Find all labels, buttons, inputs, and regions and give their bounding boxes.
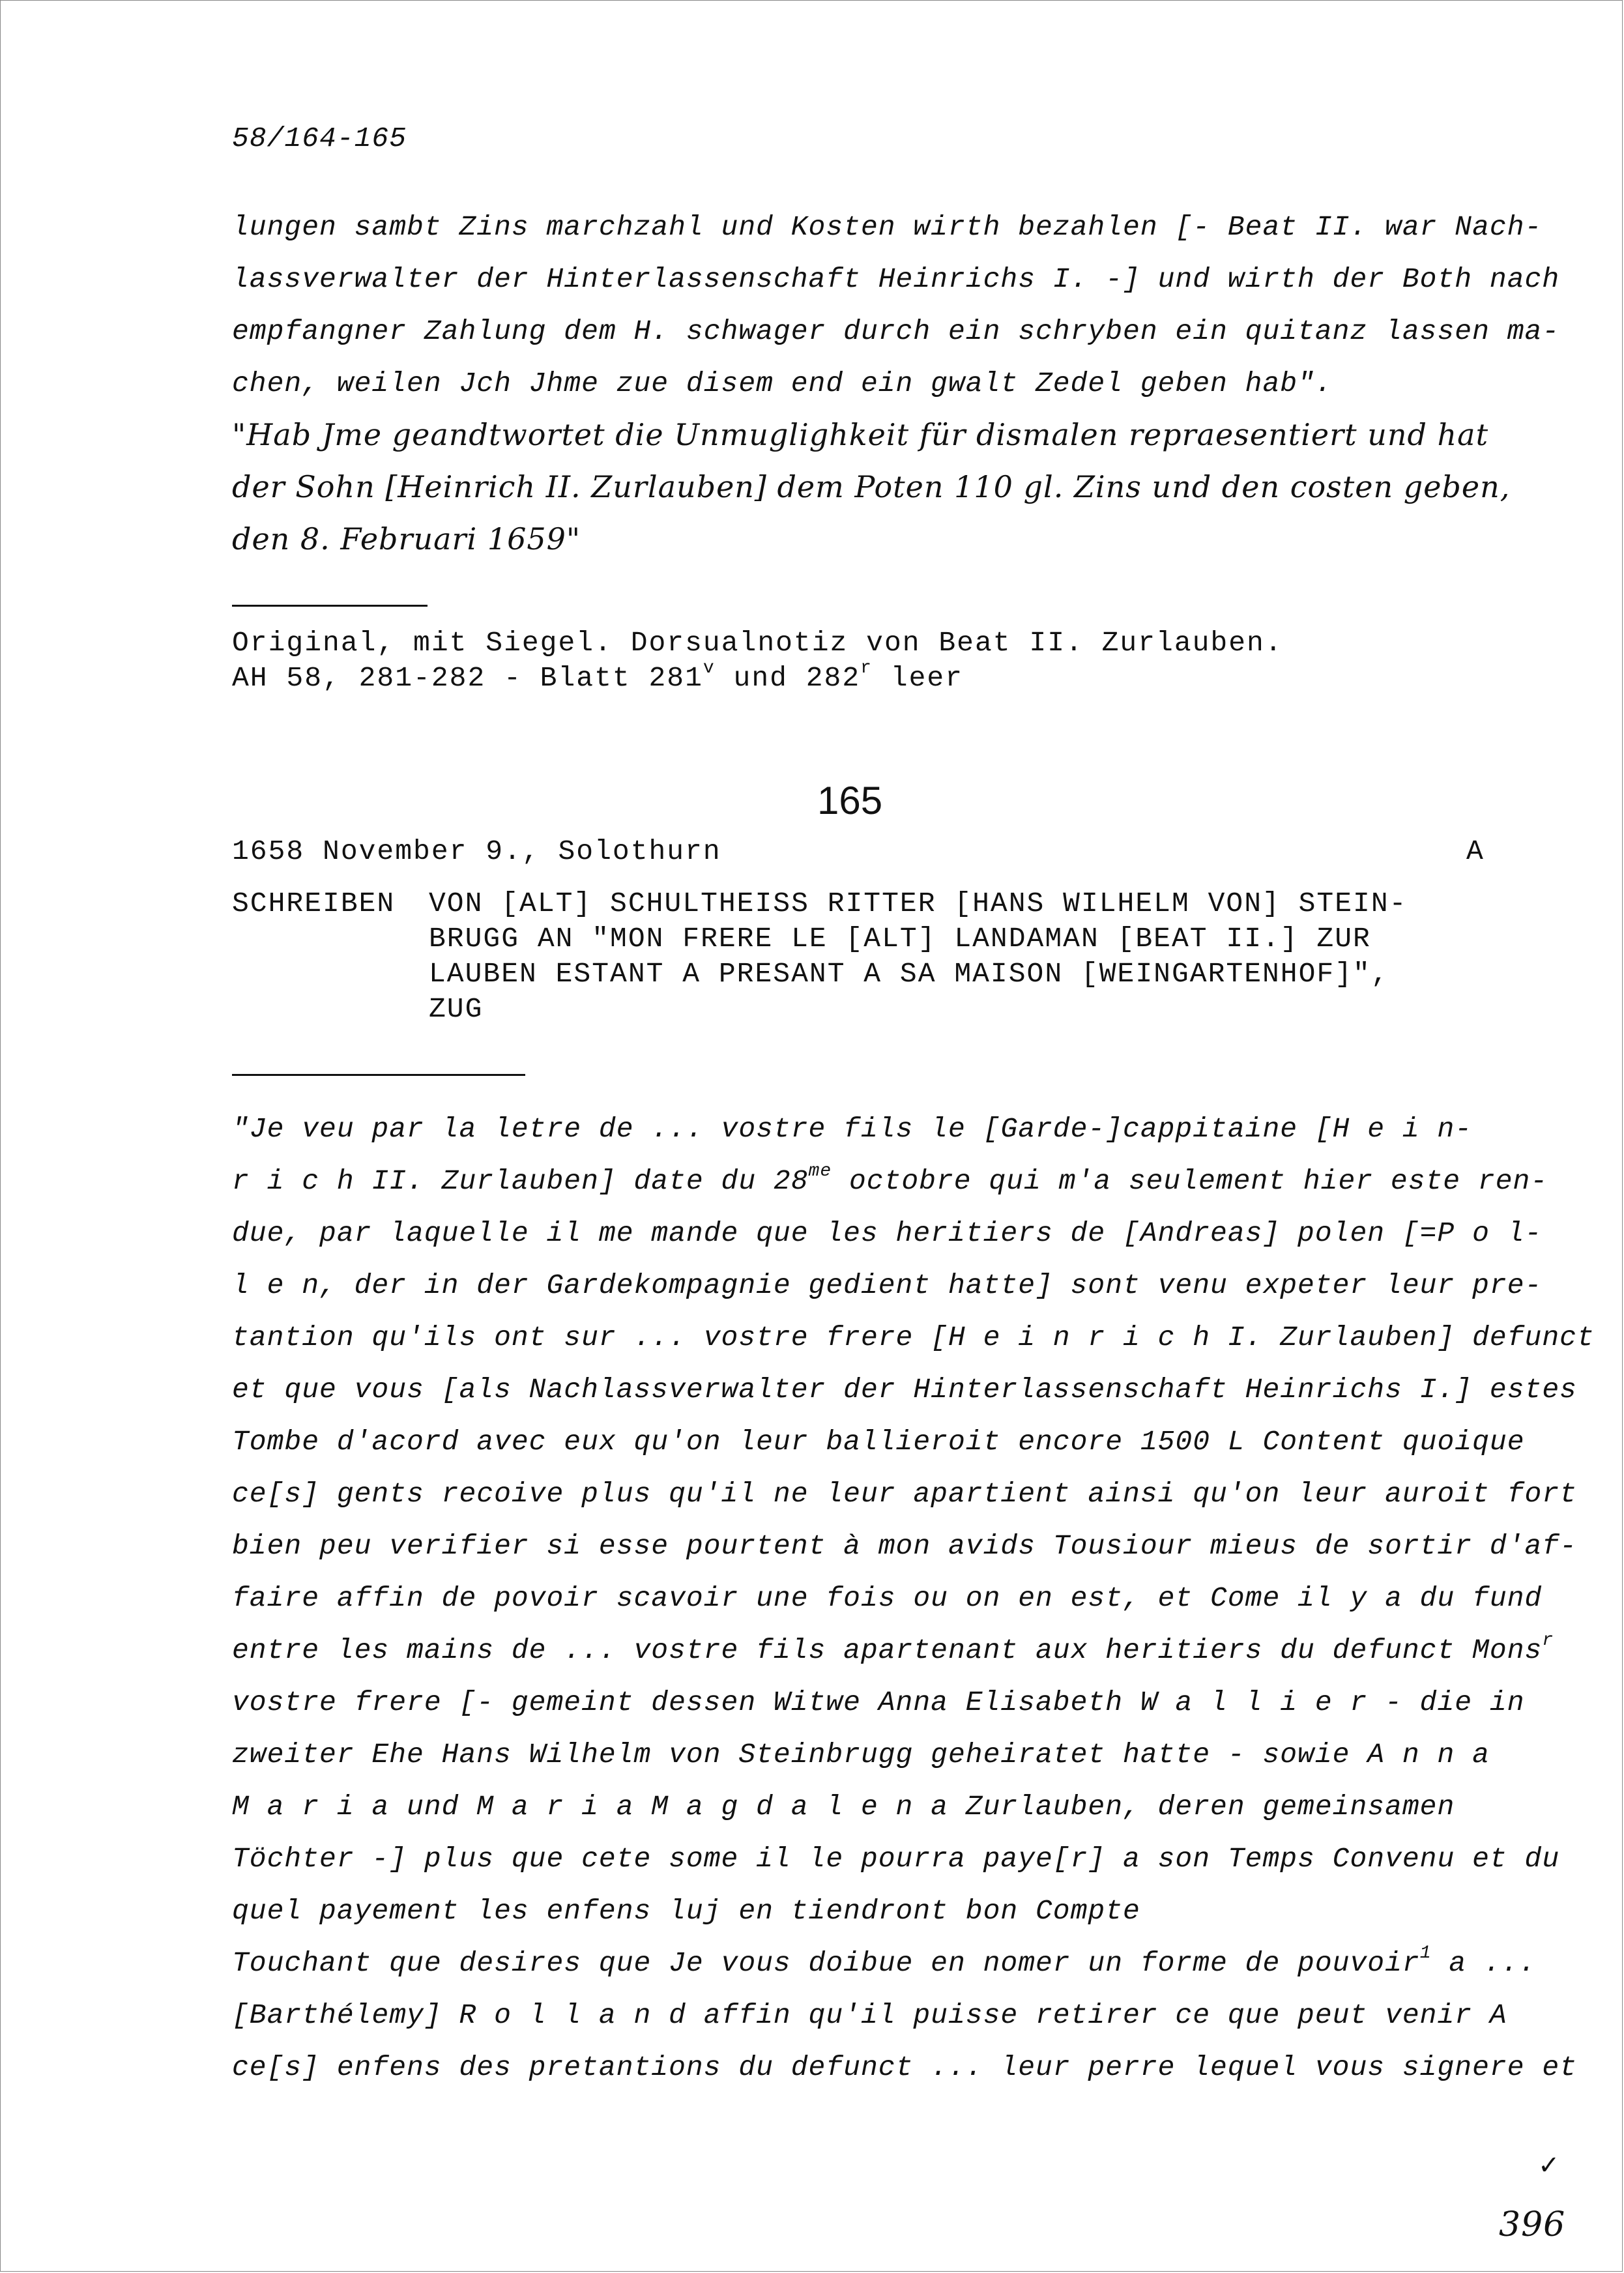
letter-line: tantion qu'ils ont sur ... vostre frere [H e i n r i c h I. Zurlauben] defunct xyxy=(232,1322,1595,1354)
title-label: SCHREIBEN xyxy=(232,888,396,919)
archival-note-line-2: AH 58, 281-282 - Blatt 281$^v$ und 282$^r$ leer xyxy=(232,658,964,694)
handwritten-line: den 8. Februari 1659" xyxy=(232,521,581,557)
letter-line: ce[s] gents recoive plus qu'il ne leur apartient ainsi qu'on leur auroit fort xyxy=(232,1478,1577,1510)
letter-line: r i c h II. Zurlauben] date du $28^{me}$ octobre qui m'a seulement hier este ren- xyxy=(232,1161,1548,1197)
section-divider xyxy=(232,605,428,607)
archival-note-line-1: Original, mit Siegel. Dorsualnotiz von Beat II. Zurlauben. xyxy=(232,627,1283,659)
check-mark: ✓ xyxy=(1538,2150,1560,2180)
letter-line: vostre frere [- gemeint dessen Witwe Anna Elisabeth W a l l i e r - die in xyxy=(232,1687,1525,1718)
document-date-place: 1658 November 9., Solothurn xyxy=(232,835,721,867)
letter-line: "Je veu par la letre de ... vostre fils le [Garde-]cappitaine [H e i n- xyxy=(232,1113,1473,1145)
document-number: 165 xyxy=(817,779,883,822)
title-line: ZUG xyxy=(429,993,484,1025)
handwritten-line: der Sohn [Heinrich II. Zurlauben] dem Poten 110 gl. Zins und den costen geben, xyxy=(232,469,1511,504)
continuation-line: lassverwalter der Hinterlassenschaft Heinrichs I. -] und wirth der Both nach xyxy=(232,263,1560,295)
archive-reference: 58/164-165 xyxy=(232,123,407,154)
title-line: VON [ALT] SCHULTHEISS RITTER [HANS WILHELM VON] STEIN- xyxy=(429,888,1408,919)
letter-line: Touchant que desires que Je vous doibue en nomer un forme de pouvoir$^1$ a ... xyxy=(232,1943,1537,1979)
document-letter: A xyxy=(1466,835,1485,867)
continuation-line: lungen sambt Zins marchzahl und Kosten wirth bezahlen [- Beat II. war Nach- xyxy=(232,211,1543,243)
handwritten-page-number: 396 xyxy=(1499,2205,1566,2244)
handwritten-line: "Hab Jme geandtwortet die Unmuglighkeit für dismalen repraesentiert und hat xyxy=(232,417,1489,452)
letter-line: zweiter Ehe Hans Wilhelm von Steinbrugg geheiratet hatte - sowie A n n a xyxy=(232,1739,1490,1771)
title-line: LAUBEN ESTANT A PRESANT A SA MAISON [WEINGARTENHOF]", xyxy=(429,958,1389,990)
letter-line: et que vous [als Nachlassverwalter der Hinterlassenschaft Heinrichs I.] estes xyxy=(232,1374,1577,1406)
letter-line: quel payement les enfens luj en tiendront bon Compte xyxy=(232,1895,1140,1927)
letter-line: M a r i a und M a r i a M a g d a l e n a Zurlauben, deren gemeinsamen xyxy=(232,1791,1455,1823)
continuation-line: chen, weilen Jch Jhme zue disem end ein gwalt Zedel geben hab". xyxy=(232,368,1333,399)
letter-line: ce[s] enfens des pretantions du defunct ... leur perre lequel vous signere et xyxy=(232,2051,1577,2083)
letter-line: [Barthélemy] R o l l a n d affin qu'il puisse retirer ce que peut venir A xyxy=(232,1999,1507,2031)
letter-line: bien peu verifier si esse pourtent à mon avids Tousiour mieus de sortir d'af- xyxy=(232,1530,1577,1562)
letter-line: due, par laquelle il me mande que les heritiers de [Andreas] polen [=P o l- xyxy=(232,1217,1543,1249)
letter-line: faire affin de povoir scavoir une fois ou on en est, et Come il y a du fund xyxy=(232,1582,1543,1614)
letter-line: entre les mains de ... vostre fils apartenant aux heritiers du defunct Mons$^r$ xyxy=(232,1630,1554,1666)
letter-line: Töchter -] plus que cete some il le pourra paye[r] a son Temps Convenu et du xyxy=(232,1843,1560,1875)
section-divider xyxy=(232,1074,525,1076)
letter-line: l e n, der in der Gardekompagnie gedient hatte] sont venu expeter leur pre- xyxy=(232,1269,1543,1301)
title-line: BRUGG AN "MON FRERE LE [ALT] LANDAMAN [BEAT II.] ZUR xyxy=(429,923,1371,955)
continuation-line: empfangner Zahlung dem H. schwager durch ein schryben ein quitanz lassen ma- xyxy=(232,315,1560,347)
letter-line: Tombe d'acord avec eux qu'on leur ballieroit encore 1500 L Content quoique xyxy=(232,1426,1525,1458)
